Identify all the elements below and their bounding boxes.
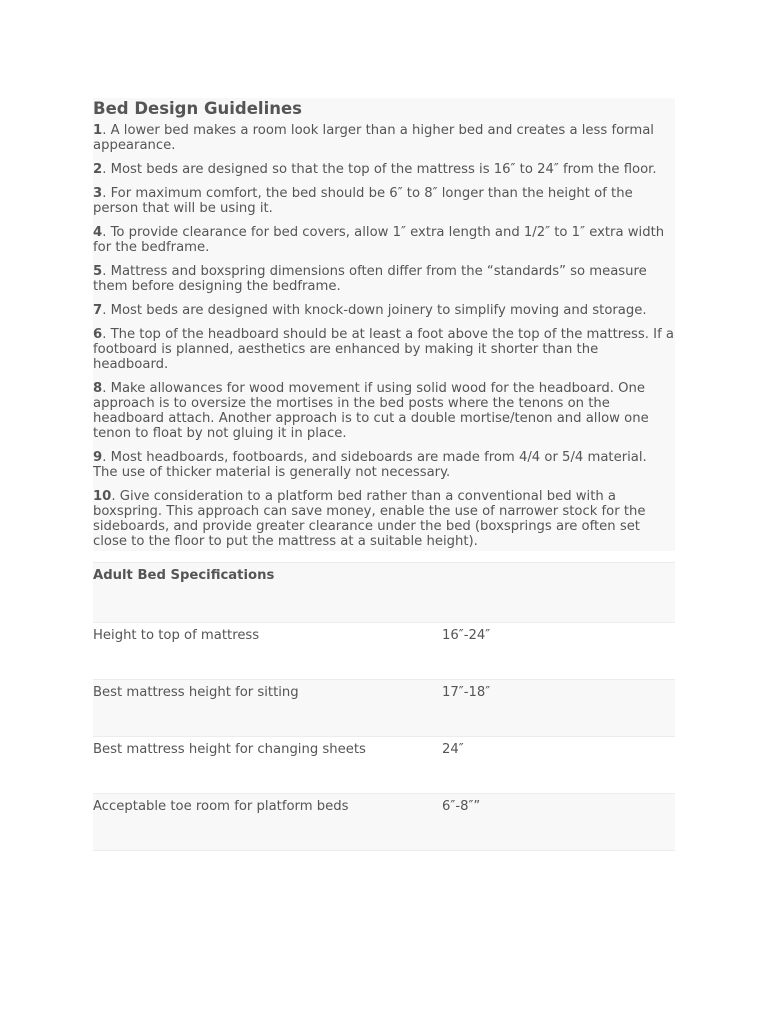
page-title: Bed Design Guidelines (93, 99, 303, 118)
spec-label: Best mattress height for sitting (93, 685, 299, 700)
table-row (93, 794, 675, 851)
guideline-number: 8 (93, 381, 103, 396)
guideline-text: . Give consideration to a platform bed rather than a conventional bed with a boxspring. This approach can save money, enable the use of narrower stock for the sideboards, and provide greater clearance under the bed (boxsprings are often set close to the floor to put the mattress at a suitable height). (93, 489, 646, 549)
guideline-text: . A lower bed makes a room look larger than a higher bed and creates a less formal appearance. (93, 123, 654, 153)
guideline-item (93, 225, 675, 255)
spec-value: 17″-18″ (442, 685, 491, 700)
guideline-item (93, 489, 675, 549)
guideline-number: 1 (93, 123, 103, 138)
document-content (93, 98, 675, 851)
guidelines-section (93, 98, 675, 551)
guideline-number: 6 (93, 327, 103, 342)
table-row (93, 623, 675, 680)
spec-label: Best mattress height for changing sheets (93, 742, 366, 757)
guideline-number: 4 (93, 225, 103, 240)
guideline-text: . Most headboards, footboards, and sideboards are made from 4/4 or 5/4 material. The use of thicker material is generally not necessary. (93, 450, 647, 480)
specs-table-title: Adult Bed Specifications (93, 568, 275, 583)
guideline-number: 7 (93, 303, 103, 318)
table-row (93, 737, 675, 794)
guideline-text: . Most beds are designed so that the top of the mattress is 16″ to 24″ from the floor. (102, 162, 657, 177)
guideline-number: 9 (93, 450, 103, 465)
guideline-text: . Most beds are designed with knock-down joinery to simplify moving and storage. (102, 303, 647, 318)
guideline-number: 5 (93, 264, 103, 279)
guideline-item (93, 264, 675, 294)
guideline-item (93, 450, 675, 480)
guideline-item (93, 303, 675, 318)
guideline-item (93, 327, 675, 372)
table-row (93, 680, 675, 737)
guideline-item (93, 381, 675, 441)
guideline-text: . Mattress and boxspring dimensions often differ from the “standards” so measure them before designing the bedframe. (93, 264, 647, 294)
guideline-text: . For maximum comfort, the bed should be 6″ to 8″ longer than the height of the person that will be using it. (93, 186, 633, 216)
specs-table (93, 562, 675, 851)
guideline-item (93, 162, 675, 177)
spec-label: Height to top of mattress (93, 628, 260, 643)
guideline-text: . The top of the headboard should be at least a foot above the top of the mattress. If a footboard is planned, aesthetics are enhanced by making it shorter than the headboard. (93, 327, 674, 372)
guideline-text: . To provide clearance for bed covers, allow 1″ extra length and 1/2″ to 1″ extra width for the bedframe. (93, 225, 665, 255)
guideline-number: 10 (93, 489, 112, 504)
spec-value: 6″-8″” (442, 799, 481, 814)
guideline-item (93, 123, 675, 153)
guideline-item (93, 186, 675, 216)
specs-header-row (93, 563, 675, 623)
guideline-number: 2 (93, 162, 103, 177)
spec-value: 24″ (442, 742, 464, 757)
guideline-text: . Make allowances for wood movement if using solid wood for the headboard. One approach is to oversize the mortises in the bed posts where the tenons on the headboard attach. Another approach is to cut a double mortise/tenon and allow one tenon to float by not gluing it in place. (93, 381, 649, 441)
guideline-number: 3 (93, 186, 103, 201)
spec-label: Acceptable toe room for platform beds (93, 799, 349, 814)
spec-value: 16″-24″ (442, 628, 491, 643)
